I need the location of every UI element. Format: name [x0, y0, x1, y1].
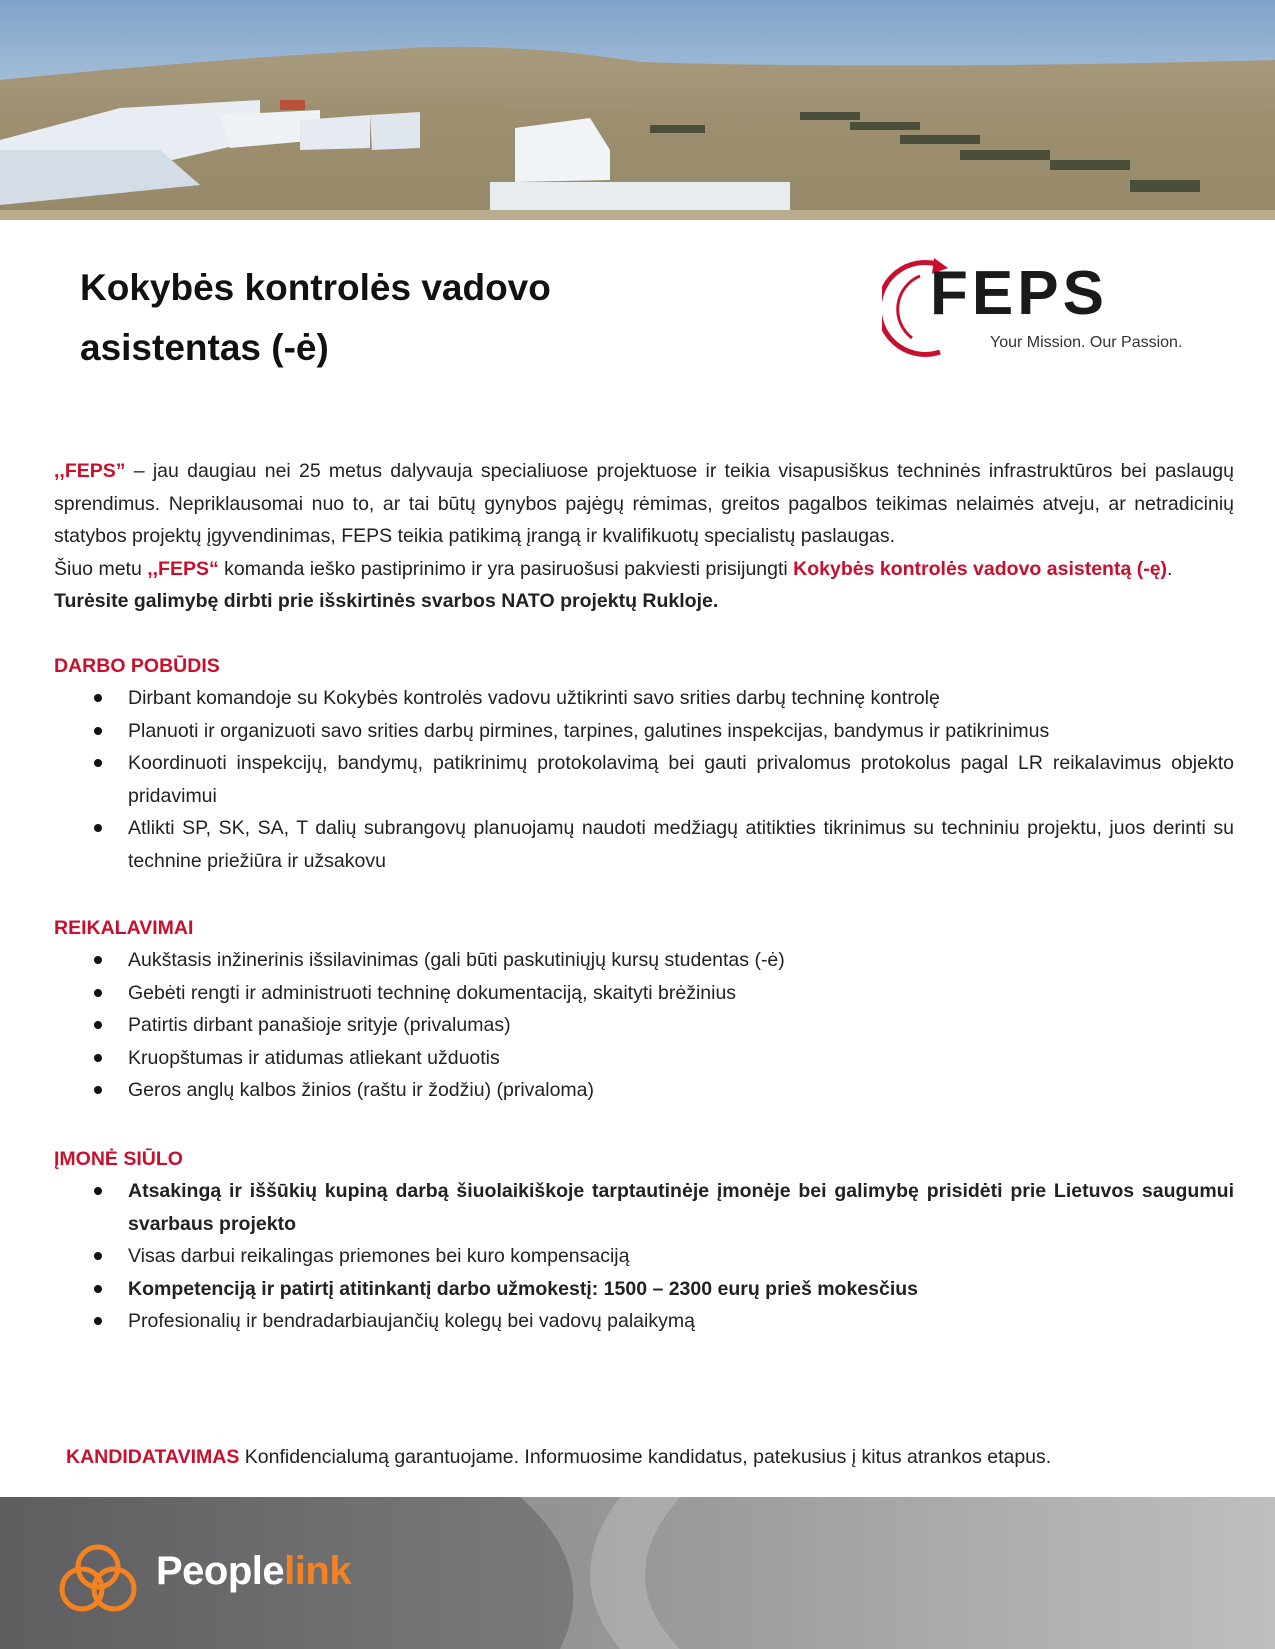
list-item: Patirtis dirbant panašioje srityje (privalumas) — [54, 1009, 1234, 1042]
section-heading-requirements: REIKALAVIMAI — [54, 917, 194, 939]
company-name: ,,FEPS” — [54, 460, 126, 482]
job-title-line-1: Kokybės kontrolės vadovo — [80, 267, 551, 308]
feps-logo — [882, 258, 1212, 358]
application-text: Konfidencialumą garantuojame. Informuosime kandidatus, patekusius į kitus atrankos etapus. — [239, 1446, 1052, 1468]
feps-logo-text: FEPS — [930, 259, 1108, 328]
job-title — [80, 258, 720, 378]
intro-p2-end: . — [1167, 557, 1173, 580]
list-item: Aukštasis inžinerinis išsilavinimas (gali būti paskutiniųjų kursų studentas (-ė) — [54, 944, 1234, 977]
peoplelink-text-people: People — [156, 1549, 285, 1593]
role-name: Kokybės kontrolės vadovo asistentą (-ę) — [793, 557, 1168, 580]
requirements-list — [54, 944, 1234, 1107]
list-item: Planuoti ir organizuoti savo srities darbų pirmines, tarpines, galutines inspekcijas, bandymus ir patikrinimus — [54, 715, 1234, 748]
list-item: Visas darbui reikalingas priemones bei kuro kompensaciją — [54, 1240, 1234, 1273]
application-label: KANDIDATAVIMAS — [66, 1446, 240, 1468]
peoplelink-text-link: link — [284, 1549, 352, 1593]
list-item: Geros anglų kalbos žinios (raštu ir žodžiu) (privaloma) — [54, 1074, 1234, 1107]
feps-logo-tagline: Your Mission. Our Passion. — [990, 334, 1183, 351]
peoplelink-logo-text — [156, 1549, 351, 1594]
application-note — [66, 1441, 1051, 1473]
intro-text — [54, 455, 1234, 618]
list-item: Koordinuoti inspekcijų, bandymų, patikrinimų protokolavimą bei gauti privalomus protokolus pagal LR reikalavimus objekto pridavimui — [54, 747, 1234, 812]
section-heading-work: DARBO POBŪDIS — [54, 655, 220, 677]
offers-list — [54, 1175, 1234, 1338]
section-work — [54, 650, 1234, 877]
header-banner-image — [0, 0, 1275, 220]
intro-p2-start: Šiuo metu — [54, 557, 148, 580]
company-name-2: ,,FEPS“ — [147, 557, 219, 580]
section-heading-offers: ĮMONĖ SIŪLO — [54, 1148, 183, 1170]
list-item: Gebėti rengti ir administruoti techninę dokumentaciją, skaityti brėžinius — [54, 977, 1234, 1010]
job-title-line-2: asistentas (-ė) — [80, 327, 329, 368]
list-item: Profesionalių ir bendradarbiaujančių kolegų bei vadovų palaikymą — [54, 1305, 1234, 1338]
intro-p1: – jau daugiau nei 25 metus dalyvauja specialiuose projektuose ir teikia visapusiškus techninės infrastruktūros bei paslaugų sprendimus. Nepriklausomai nuo to, ar tai būtų gynybos pajėgų rėmimas, greitos pagalbos teikimas nelaimės atveju, ar netradicinių statybos projektų įgyvendinimas, FEPS teikia patikimą įrangą ir kvalifikuotų specialistų paslaugas. — [54, 460, 1234, 547]
footer-banner — [0, 1497, 1275, 1649]
section-requirements — [54, 912, 1234, 1107]
intro-p3: Turėsite galimybę dirbti prie išskirtinės svarbos NATO projektų Rukloje. — [54, 590, 719, 612]
list-item: Atsakingą ir iššūkių kupiną darbą šiuolaikiškoje tarptautinėje įmonėje bei galimybę prisidėti prie Lietuvos saugumui svarbaus projekto — [54, 1175, 1234, 1240]
list-item: Dirbant komandoje su Kokybės kontrolės vadovu užtikrinti savo srities darbų techninę kontrolę — [54, 682, 1234, 715]
list-item: Kruopštumas ir atidumas atliekant užduotis — [54, 1042, 1234, 1075]
list-item: Atlikti SP, SK, SA, T dalių subrangovų planuojamų naudoti medžiagų atitikties tikrinimus su techniniu projektu, juos derinti su technine priežiūra ir užsakovu — [54, 812, 1234, 877]
section-offers — [54, 1143, 1234, 1338]
intro-p2-mid: komanda ieško pastiprinimo ir yra pasiruošusi pakviesti prisijungti — [218, 557, 794, 580]
work-list — [54, 682, 1234, 877]
list-item: Kompetenciją ir patirtį atitinkantį darbo užmokestį: 1500 – 2300 eurų prieš mokesčius — [54, 1273, 1234, 1306]
